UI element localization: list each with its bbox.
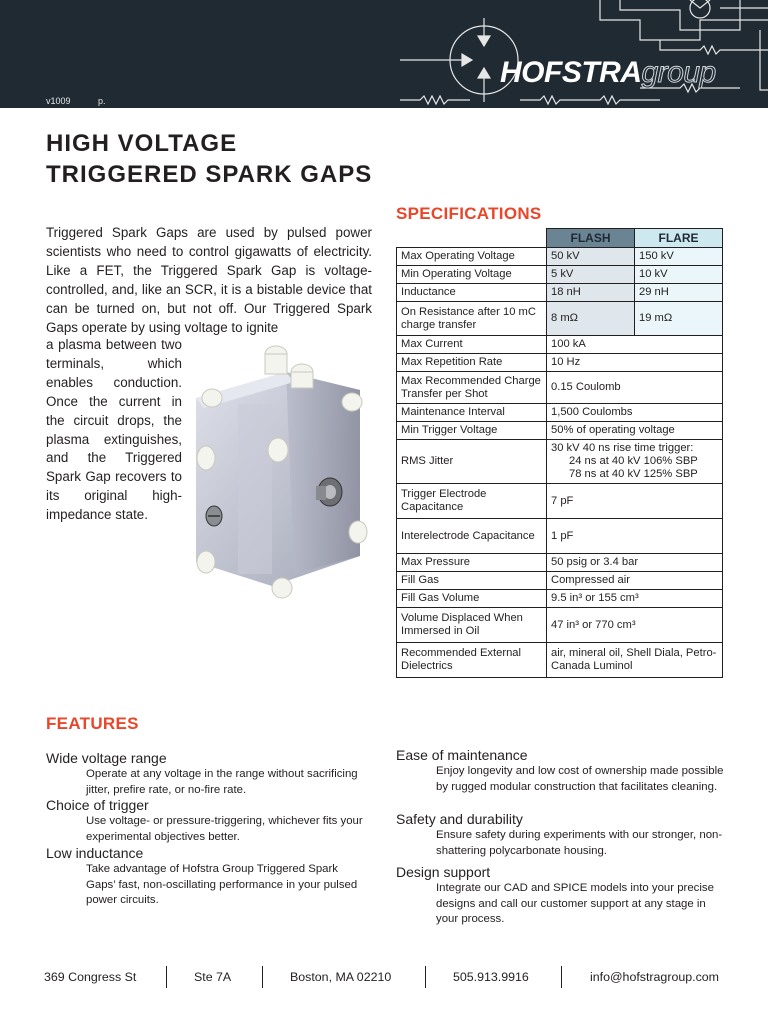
title-line-2: TRIGGERED SPARK GAPS (46, 161, 373, 188)
spec-value: 10 Hz (547, 354, 723, 372)
spec-flare-value: 10 kV (635, 266, 723, 284)
spec-row (397, 554, 723, 572)
spec-row (397, 354, 723, 372)
footer-email: info@hofstragroup.com (590, 970, 719, 984)
spec-flash-value: 50 kV (547, 248, 635, 266)
page-marker: p. (98, 96, 106, 106)
footer-divider (262, 966, 263, 988)
spec-label: Fill Gas Volume (397, 590, 547, 608)
feature-heading: Choice of trigger (46, 797, 149, 813)
jitter-line-3: 78 ns at 40 kV 125% SBP (569, 468, 698, 480)
spec-row (397, 590, 723, 608)
logo-bold-text: HOFSTRA (500, 56, 642, 89)
feature-item (46, 750, 368, 798)
feature-description: Take advantage of Hofstra Group Triggered Spark Gaps’ fast, non-oscillating performance in your pulsed power circuits. (86, 863, 358, 906)
flare-column-header: FLARE (635, 229, 723, 248)
spec-row (397, 248, 723, 266)
spec-row (397, 302, 723, 336)
circuit-schematic-graphic (0, 0, 768, 108)
spec-label: RMS Jitter (397, 440, 547, 484)
spec-flare-value: 29 nH (635, 284, 723, 302)
flash-column-header: FLASH (547, 229, 635, 248)
spec-label: Max Current (397, 336, 547, 354)
features-heading: FEATURES (46, 714, 139, 733)
page-footer (0, 966, 768, 990)
feature-description: Ensure safety during experiments with our stronger, non-shattering polycarbonate housing. (436, 829, 723, 857)
spec-label: Interelectrode Capacitance (397, 519, 547, 554)
spec-label: Fill Gas (397, 572, 547, 590)
spec-flash-value: 8 mΩ (547, 302, 635, 336)
spec-value: 50% of operating voltage (547, 422, 723, 440)
feature-heading: Safety and durability (396, 811, 523, 827)
feature-heading: Wide voltage range (46, 750, 167, 766)
spec-value: 7 pF (547, 484, 723, 519)
spec-value: 50 psig or 3.4 bar (547, 554, 723, 572)
spec-label: Trigger Electrode Capacitance (397, 484, 547, 519)
spec-value: 47 in³ or 770 cm³ (547, 608, 723, 643)
spec-value: 100 kA (547, 336, 723, 354)
footer-city: Boston, MA 02210 (290, 970, 392, 984)
spec-label: Max Operating Voltage (397, 248, 547, 266)
footer-divider (425, 966, 426, 988)
footer-divider (166, 966, 167, 988)
logo-light-text: group (641, 56, 716, 89)
spec-row (397, 440, 723, 484)
footer-divider (561, 966, 562, 988)
intro-paragraph: Triggered Spark Gaps are used by pulsed power scientists who need to control gigawatts of electricity. Like a FET, the Triggered Spark Gap is voltage-controlled, and, like an SCR, it is a bistable device that can be turned on, but not off. Our Triggered Spark Gaps operate by using voltage to ignite (46, 225, 372, 335)
spec-header-row (397, 229, 723, 248)
spec-label: Recommended External Dielectrics (397, 643, 547, 678)
spec-flare-value: 150 kV (635, 248, 723, 266)
spec-row (397, 572, 723, 590)
page-title (46, 128, 372, 190)
intro-paragraph-continued: a plasma between two terminals, which enables conduction. Once the current in the circuit drops, the plasma extinguishes, and the Triggered Spark Gap recovers to its original high-impedance state. (46, 337, 182, 523)
jitter-line-1: 30 kV 40 ns rise time trigger: (551, 442, 694, 454)
spec-value: 1 pF (547, 519, 723, 554)
spec-label: Volume Displaced When Immersed in Oil (397, 608, 547, 643)
spec-label: Inductance (397, 284, 547, 302)
spec-value: Compressed air (547, 572, 723, 590)
footer-street: 369 Congress St (44, 970, 137, 984)
spec-label: Max Recommended Charge Transfer per Shot (397, 372, 547, 404)
spec-label: Max Pressure (397, 554, 547, 572)
specifications-table (396, 228, 723, 678)
spec-label: Min Trigger Voltage (397, 422, 547, 440)
spec-row (397, 284, 723, 302)
spec-row (397, 484, 723, 519)
spec-row (397, 608, 723, 643)
version-label: v1009 (46, 96, 71, 106)
spec-value-multiline (547, 440, 723, 484)
spec-value: 9.5 in³ or 155 cm³ (547, 590, 723, 608)
spec-value: air, mineral oil, Shell Diala, Petro-Canada Luminol (547, 643, 723, 678)
spec-label: On Resistance after 10 mC charge transfer (397, 302, 547, 336)
feature-item (396, 864, 726, 928)
spec-row (397, 266, 723, 284)
spec-value: 1,500 Coulombs (547, 404, 723, 422)
spec-label: Max Repetition Rate (397, 354, 547, 372)
footer-suite: Ste 7A (194, 970, 232, 984)
spec-row (397, 519, 723, 554)
spec-row (397, 404, 723, 422)
spec-flash-value: 18 nH (547, 284, 635, 302)
footer-phone: 505.913.9916 (453, 970, 529, 984)
title-line-1: HIGH VOLTAGE (46, 130, 238, 157)
spec-row (397, 643, 723, 678)
feature-heading: Design support (396, 864, 491, 880)
spec-flash-value: 5 kV (547, 266, 635, 284)
feature-heading: Ease of maintenance (396, 747, 528, 763)
spec-row (397, 422, 723, 440)
hofstra-logo (500, 56, 716, 90)
feature-description: Use voltage- or pressure-triggering, whichever fits your experimental objectives better. (86, 815, 363, 843)
feature-item (396, 811, 726, 859)
spec-value: 0.15 Coulomb (547, 372, 723, 404)
spark-gap-device-image (190, 342, 378, 604)
feature-item (396, 747, 726, 795)
specifications-heading: SPECIFICATIONS (396, 204, 542, 223)
feature-description: Enjoy longevity and low cost of ownership made possible by rugged modular construction that facilitates cleaning. (436, 765, 724, 793)
feature-description: Operate at any voltage in the range without sacrificing jitter, prefire rate, or no-fire rate. (86, 768, 358, 796)
feature-item (46, 797, 368, 845)
page-header (0, 0, 768, 108)
feature-heading: Low inductance (46, 845, 144, 861)
spec-label: Maintenance Interval (397, 404, 547, 422)
spec-row (397, 372, 723, 404)
spec-flare-value: 19 mΩ (635, 302, 723, 336)
feature-item (46, 845, 368, 909)
spec-row (397, 336, 723, 354)
spec-label: Min Operating Voltage (397, 266, 547, 284)
jitter-line-2: 24 ns at 40 kV 106% SBP (569, 455, 698, 467)
feature-description: Integrate our CAD and SPICE models into your precise designs and call our customer support at any stage in your process. (436, 882, 714, 925)
